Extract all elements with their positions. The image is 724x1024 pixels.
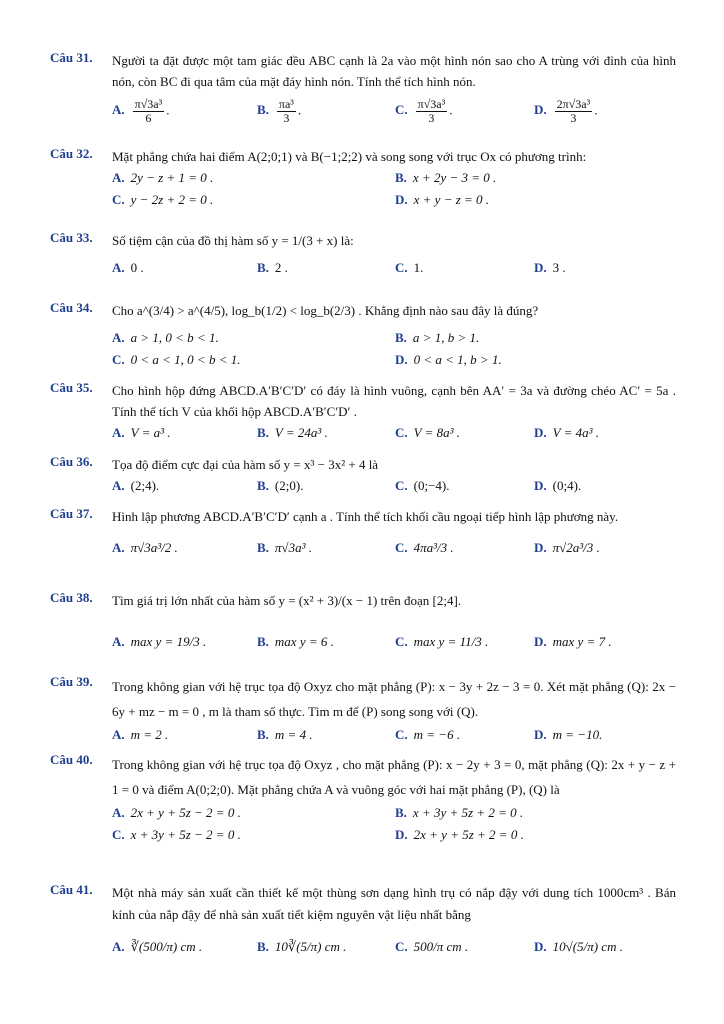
- option-c[interactable]: C. 500/π cm .: [395, 939, 469, 954]
- option-c[interactable]: C. $\frac{\text{π√3a³}}{3}$ .: [395, 97, 453, 125]
- question-37: [50, 506, 676, 567]
- question-text: Cho hình hộp đứng ABCD.A′B′C′D′ có đáy là hình vuông, cạnh bên AA′ = 3a và đường chéo AC′ = 5a . Tính thể tích V của khối hộp ABCD.A′B′C′D′ .: [112, 383, 676, 419]
- answer-options: [112, 475, 676, 497]
- answer-options: [112, 724, 676, 746]
- option-d[interactable]: D. 10√(5/π) cm .: [534, 939, 623, 954]
- option-d[interactable]: D. V = 4a³ .: [534, 425, 600, 440]
- answer-options: [112, 98, 676, 132]
- option-b[interactable]: B. x + 3y + 5z + 2 = 0 .: [395, 805, 524, 820]
- answer-options: [112, 349, 676, 371]
- question-33: [50, 230, 676, 279]
- question-38: [50, 590, 676, 661]
- option-b[interactable]: B. $\frac{\text{πa³}}{3}$ .: [257, 97, 302, 125]
- option-a[interactable]: A. 2x + y + 5z − 2 = 0 .: [112, 805, 241, 820]
- option-d[interactable]: D. (0;4).: [534, 478, 582, 493]
- question-text: Một nhà máy sản xuất cần thiết kế một thùng sơn dạng hình trụ có nắp đậy với dung tích 1000cm³ . Bán kính của nắp đậy để nhà sản xuất tiết kiệm nguyên vật liệu nhất bằng: [112, 885, 676, 922]
- option-b[interactable]: B. a > 1, b > 1.: [395, 330, 480, 345]
- question-number: Câu 34.: [50, 300, 93, 315]
- question-34: [50, 300, 676, 371]
- option-c[interactable]: C. 1.: [395, 260, 424, 275]
- option-c[interactable]: C. 4πa³/3 .: [395, 540, 454, 555]
- answer-options: [112, 167, 676, 189]
- answer-options: [112, 257, 676, 279]
- question-text: Tọa độ điểm cực đại của hàm số y = x³ − 3x² + 4 là: [112, 457, 379, 472]
- question-text: Tìm giá trị lớn nhất của hàm số y = (x² + 3)/(x − 1) trên đoạn [2;4].: [112, 593, 462, 608]
- answer-options: [112, 422, 676, 444]
- answer-options: [112, 537, 676, 567]
- option-c[interactable]: C. x + 3y + 5z − 2 = 0 .: [112, 827, 241, 842]
- option-d[interactable]: D. $\frac{\text{2π√3a³}}{3}$ .: [534, 97, 598, 125]
- question-number: Câu 35.: [50, 380, 93, 395]
- question-text: Trong không gian với hệ trục tọa độ Oxyz , cho mặt phẳng (P): x − 2y + 3 = 0, mặt phẳng (Q): 2x + y − z + 1 = 0 và điểm A(0;2;0). Mặt phẳng chứa A và vuông góc với hai mặt phẳng (P), (Q) là: [112, 757, 676, 797]
- question-36: [50, 454, 676, 497]
- option-a[interactable]: A. $\frac{\text{π√3a³}}{6}$ .: [112, 97, 170, 125]
- answer-options: [112, 327, 676, 349]
- option-b[interactable]: B. 10∛(5/π) cm .: [257, 939, 347, 954]
- question-41: [50, 882, 676, 966]
- question-text: Trong không gian với hệ trục tọa độ Oxyz cho mặt phẳng (P): x − 3y + 2z − 3 = 0. Xét mặt phẳng (Q): 2x − 6y + mz − m = 0 , m là tham số thực. Tìm m để (P) song song với (Q).: [112, 679, 676, 719]
- question-40: [50, 752, 676, 846]
- question-number: Câu 31.: [50, 50, 93, 65]
- option-c[interactable]: C. max y = 11/3 .: [395, 634, 489, 649]
- option-c[interactable]: C. m = −6 .: [395, 727, 461, 742]
- question-number: Câu 32.: [50, 146, 93, 161]
- option-a[interactable]: A. π√3a³/2 .: [112, 540, 178, 555]
- option-d[interactable]: D. x + y − z = 0 .: [395, 192, 490, 207]
- answer-options: [112, 802, 676, 824]
- option-d[interactable]: D. 3 .: [534, 260, 566, 275]
- option-d[interactable]: D. π√2a³/3 .: [534, 540, 600, 555]
- question-number: Câu 33.: [50, 230, 93, 245]
- option-b[interactable]: B. m = 4 .: [257, 727, 313, 742]
- question-number: Câu 36.: [50, 454, 93, 469]
- question-text: Người ta đặt được một tam giác đều ABC cạnh là 2a vào một hình nón sao cho A trùng với đỉnh của hình nón, còn BC đi qua tâm của mặt đáy hình nón. Tính thể tích hình nón.: [112, 53, 676, 89]
- question-35: [50, 380, 676, 444]
- answer-options: [112, 189, 676, 211]
- option-a[interactable]: A. 0 .: [112, 260, 144, 275]
- option-a[interactable]: A. (2;4).: [112, 478, 160, 493]
- option-a[interactable]: A. max y = 19/3 .: [112, 634, 207, 649]
- option-b[interactable]: B. π√3a³ .: [257, 540, 312, 555]
- question-text: Hình lập phương ABCD.A′B′C′D′ cạnh a . Tính thể tích khối cầu ngoại tiếp hình lập phương này.: [112, 509, 619, 524]
- option-c[interactable]: C. (0;−4).: [395, 478, 450, 493]
- question-number: Câu 39.: [50, 674, 93, 689]
- option-a[interactable]: A. V = a³ .: [112, 425, 171, 440]
- option-d[interactable]: D. max y = 7 .: [534, 634, 612, 649]
- answer-options: [112, 936, 676, 966]
- option-b[interactable]: B. (2;0).: [257, 478, 304, 493]
- option-a[interactable]: A. ∛(500/π) cm .: [112, 939, 203, 954]
- question-number: Câu 37.: [50, 506, 93, 521]
- option-d[interactable]: D. m = −10.: [534, 727, 603, 742]
- option-b[interactable]: B. x + 2y − 3 = 0 .: [395, 170, 497, 185]
- question-number: Câu 38.: [50, 590, 93, 605]
- question-39: [50, 674, 676, 746]
- answer-options: [112, 824, 676, 846]
- option-a[interactable]: A. m = 2 .: [112, 727, 169, 742]
- option-b[interactable]: B. 2 .: [257, 260, 288, 275]
- option-d[interactable]: D. 2x + y + 5z + 2 = 0 .: [395, 827, 524, 842]
- question-32: [50, 146, 676, 211]
- option-c[interactable]: C. V = 8a³ .: [395, 425, 461, 440]
- option-d[interactable]: D. 0 < a < 1, b > 1.: [395, 352, 502, 367]
- answer-options: [112, 631, 676, 661]
- question-text: Mặt phẳng chứa hai điểm A(2;0;1) và B(−1;2;2) và song song với trục Ox có phương trình:: [112, 149, 587, 164]
- question-number: Câu 41.: [50, 882, 93, 897]
- option-c[interactable]: C. y − 2z + 2 = 0 .: [112, 192, 214, 207]
- option-c[interactable]: C. 0 < a < 1, 0 < b < 1.: [112, 352, 241, 367]
- question-text: Số tiệm cận của đồ thị hàm số y = 1/(3 + x) là:: [112, 233, 354, 248]
- option-a[interactable]: A. a > 1, 0 < b < 1.: [112, 330, 219, 345]
- option-b[interactable]: B. max y = 6 .: [257, 634, 334, 649]
- option-b[interactable]: B. V = 24a³ .: [257, 425, 328, 440]
- question-31: [50, 50, 676, 132]
- question-text: Cho a^(3/4) > a^(4/5), log_b(1/2) < log_b(2/3) . Khẳng định nào sau đây là đúng?: [112, 303, 539, 318]
- question-number: Câu 40.: [50, 752, 93, 767]
- option-a[interactable]: A. 2y − z + 1 = 0 .: [112, 170, 214, 185]
